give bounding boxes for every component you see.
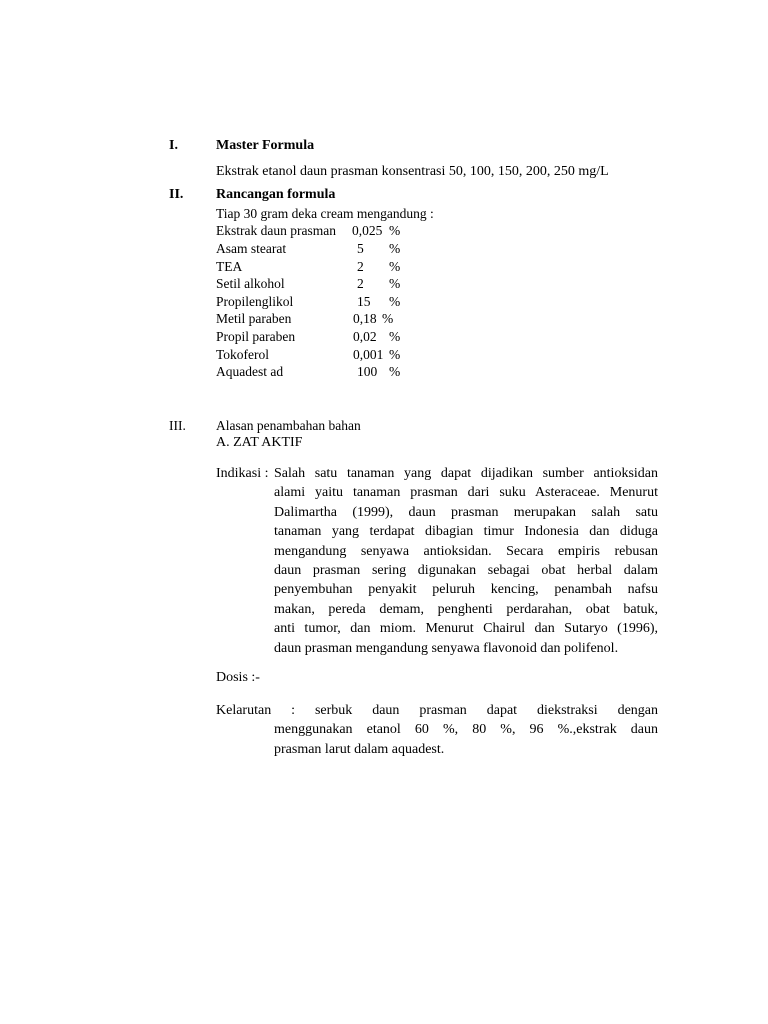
section-2-intro: Tiap 30 gram deka cream mengandung : — [216, 206, 434, 221]
paragraph-line: Dalimartha (1999), daun prasman merupakan salah satu — [274, 504, 658, 520]
paragraph-line: penyembuhan penyakit peluruh kencing, penambah nafsu — [274, 582, 658, 598]
ingredient-amount: 0,025 — [352, 223, 383, 238]
kelarutan-paragraph — [216, 701, 658, 759]
ingredient-amount: 100 — [357, 364, 378, 379]
ingredient-name: TEA — [216, 259, 243, 274]
paragraph-line: daun prasman sering digunakan sebagai obat herbal dalam — [274, 563, 658, 579]
ingredient-unit: % — [389, 241, 401, 256]
ingredient-name: Asam stearat — [216, 241, 287, 256]
paragraph-line: prasman larut dalam aquadest. — [274, 741, 445, 757]
ingredient-unit: % — [389, 259, 401, 274]
ingredient-name: Propil paraben — [216, 329, 296, 344]
section-1-text: Ekstrak etanol daun prasman konsentrasi 50, 100, 150, 200, 250 mg/L — [216, 164, 609, 179]
paragraph-line: anti tumor, dan miom. Menurut Chairul dan Sutaryo (1996), — [274, 621, 658, 637]
paragraph-line: Salah satu tanaman yang dapat dijadikan sumber antioksidan — [274, 466, 658, 481]
ingredient-unit: % — [389, 223, 401, 238]
paragraph-line: mengandung senyawa antioksidan. Secara empiris rebusan — [274, 543, 658, 559]
section-3-number: III. — [169, 418, 186, 433]
ingredient-name: Tokoferol — [216, 347, 270, 362]
ingredient-amount: 5 — [357, 241, 364, 256]
section-2-title: Rancangan formula — [216, 187, 336, 202]
section-1-title: Master Formula — [216, 138, 315, 153]
ingredient-unit: % — [389, 364, 401, 379]
ingredient-amount: 2 — [357, 276, 364, 291]
ingredient-name: Ekstrak daun prasman — [216, 223, 336, 238]
ingredient-amount: 15 — [357, 294, 371, 309]
section-1-number: I. — [169, 138, 178, 153]
ingredient-unit: % — [389, 294, 401, 309]
indikasi-label: Indikasi : — [216, 466, 269, 481]
ingredient-unit: % — [389, 329, 401, 344]
dosis-line: Dosis :- — [216, 670, 260, 685]
ingredient-unit: % — [382, 311, 394, 326]
ingredient-name: Setil alkohol — [216, 276, 285, 291]
paragraph-line: makan, pereda demam, penghenti perdarahan, obat batuk, — [274, 601, 658, 617]
ingredient-name: Metil paraben — [216, 311, 292, 326]
ingredient-unit: % — [389, 276, 401, 291]
section-3-subtitle: A. ZAT AKTIF — [216, 435, 303, 450]
ingredient-name: Propilenglikol — [216, 294, 294, 309]
paragraph-line: menggunakan etanol 60 %, 80 %, 96 %.,ekstrak daun — [274, 722, 658, 738]
ingredient-amount: 2 — [357, 259, 364, 274]
section-2-number: II. — [169, 187, 184, 202]
paragraph-line: tanaman yang terdapat dibagian timur Indonesia dan diduga — [274, 524, 658, 540]
ingredient-unit: % — [389, 347, 401, 362]
indikasi-paragraph — [216, 464, 658, 658]
kelarutan-first-line: Kelarutan : serbuk daun prasman dapat diekstraksi dengan — [216, 703, 658, 718]
ingredient-amount: 0,02 — [353, 329, 377, 344]
paragraph-line: daun prasman mengandung senyawa flavonoid dan polifenol. — [274, 640, 619, 656]
ingredient-name: Aquadest ad — [216, 364, 284, 379]
ingredient-amount: 0,001 — [353, 347, 384, 362]
ingredient-amount: 0,18 — [353, 311, 377, 326]
section-3-title: Alasan penambahan bahan — [216, 418, 361, 433]
paragraph-line: alami yaitu tanaman prasman dari suku Asteraceae. Menurut — [274, 485, 658, 501]
